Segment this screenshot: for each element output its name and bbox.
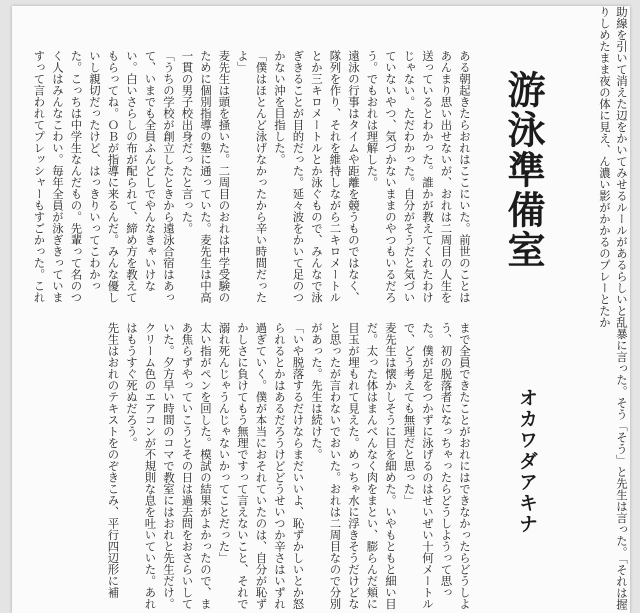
- right-edge-text-fragments: 助線を引いて消えた辺をかいてみせるルールがあるらしいと乱暴に言った。そう「そう」と先生は言った。「それは握りしめたまま夜の体に見え、ん濃い影がかかるのプレーとたか: [598, 6, 629, 610]
- paragraph: 麦先生は頭を掻いた。二周目のおれは中学受験のために個別指導の塾に通っていた。麦先生は中高一貫の男子校出身だったと言った。: [180, 50, 232, 303]
- book-page: [12, 6, 630, 613]
- paragraph: 「僕はほとんど泳げなかったから辛い時間だったよ」: [236, 50, 269, 303]
- paragraph: 先生はおれのテキストをのぞきこみ、平行四辺形に補: [106, 322, 121, 598]
- paragraph: ある朝起きたらおれはここにいた。前世のことはあんまり思い出せないが、おれは二周目の人生を送っているとわかった。誰かが教えてくれたわけじゃない。ただわかった。自分がそうだと気づいていないやつ、気づかないままのやつもいるだろう。でもおれは理解した。: [365, 50, 472, 303]
- author-name: オカワダアキナ: [516, 388, 538, 535]
- paragraph: まで全員できたことがおれにはできなかったらどうしよう、初の脱落者になっちゃったらどうしようって思った。僕が足をつかずに泳げるのはせいぜい十何メートルで、どう考えても無理だと思った」: [402, 322, 472, 610]
- paragraph: 「いや脱落するだけならまだいいよ、恥ずかしいとか怒られるとかはあるだろうけどどうせいつか辛さはいずれ過ぎていく。僕が本当におそれていたのは、自分が恥ずかしさに負けてもう無理ですって言えないこと、それで溺れ死んじゃうんじゃないかってことだった」: [217, 322, 306, 610]
- body-text-upper-block: [32, 50, 474, 310]
- paragraph: 「うちの学校が創立したときから遠泳合宿はあって、いまでも全員ふんどしでやんなきゃいけない。白いさらしの布が配られて、締め方を教えてもらってね。ＯＢが指導に来るんだ。みんな優しいし親切だったけど、はっきりいってこわかった。こっちは中学生なんだもの。先輩って名のつく人はみんなこわい。毎年全員が泳ぎきっていますって言われてプレッシャーもすごかった。これ: [32, 50, 176, 303]
- body-text-lower-block: [46, 322, 474, 613]
- paragraph: 麦先生は懐かしそうに目を細めた。いやもともと細い目だ。太った体はまんべんなく肉をまとい、膨らんだ頬に目玉が埋もれて見えた。めっちゃ水に浮きそうだけどなと思ったが言わないでおいた。おれは二周目なので分別があった。先生は続けた。: [310, 322, 398, 610]
- paragraph: 太い指がペンを回した。模試の結果がよかったので、まあ焦らずやっていこうとその日は過去問をおさらいしていた。夕方早い時間のコマで教室にはおれと先生だけ。クリーム色のエアコンが不規則な息を吐いていた。あれはもうすぐ死ぬだろう。: [125, 322, 213, 610]
- story-title: 游泳準備室: [501, 70, 546, 270]
- paragraph: 遠泳の行事はタイムや距離を競うものではなく、隊列を作り、それを維持しながら二キロメートルとか三キロメートルとか泳ぐもので、みんなで泳ぎきることが目的だった。延々波をかいて足のつかない沖を目指した。: [273, 50, 361, 303]
